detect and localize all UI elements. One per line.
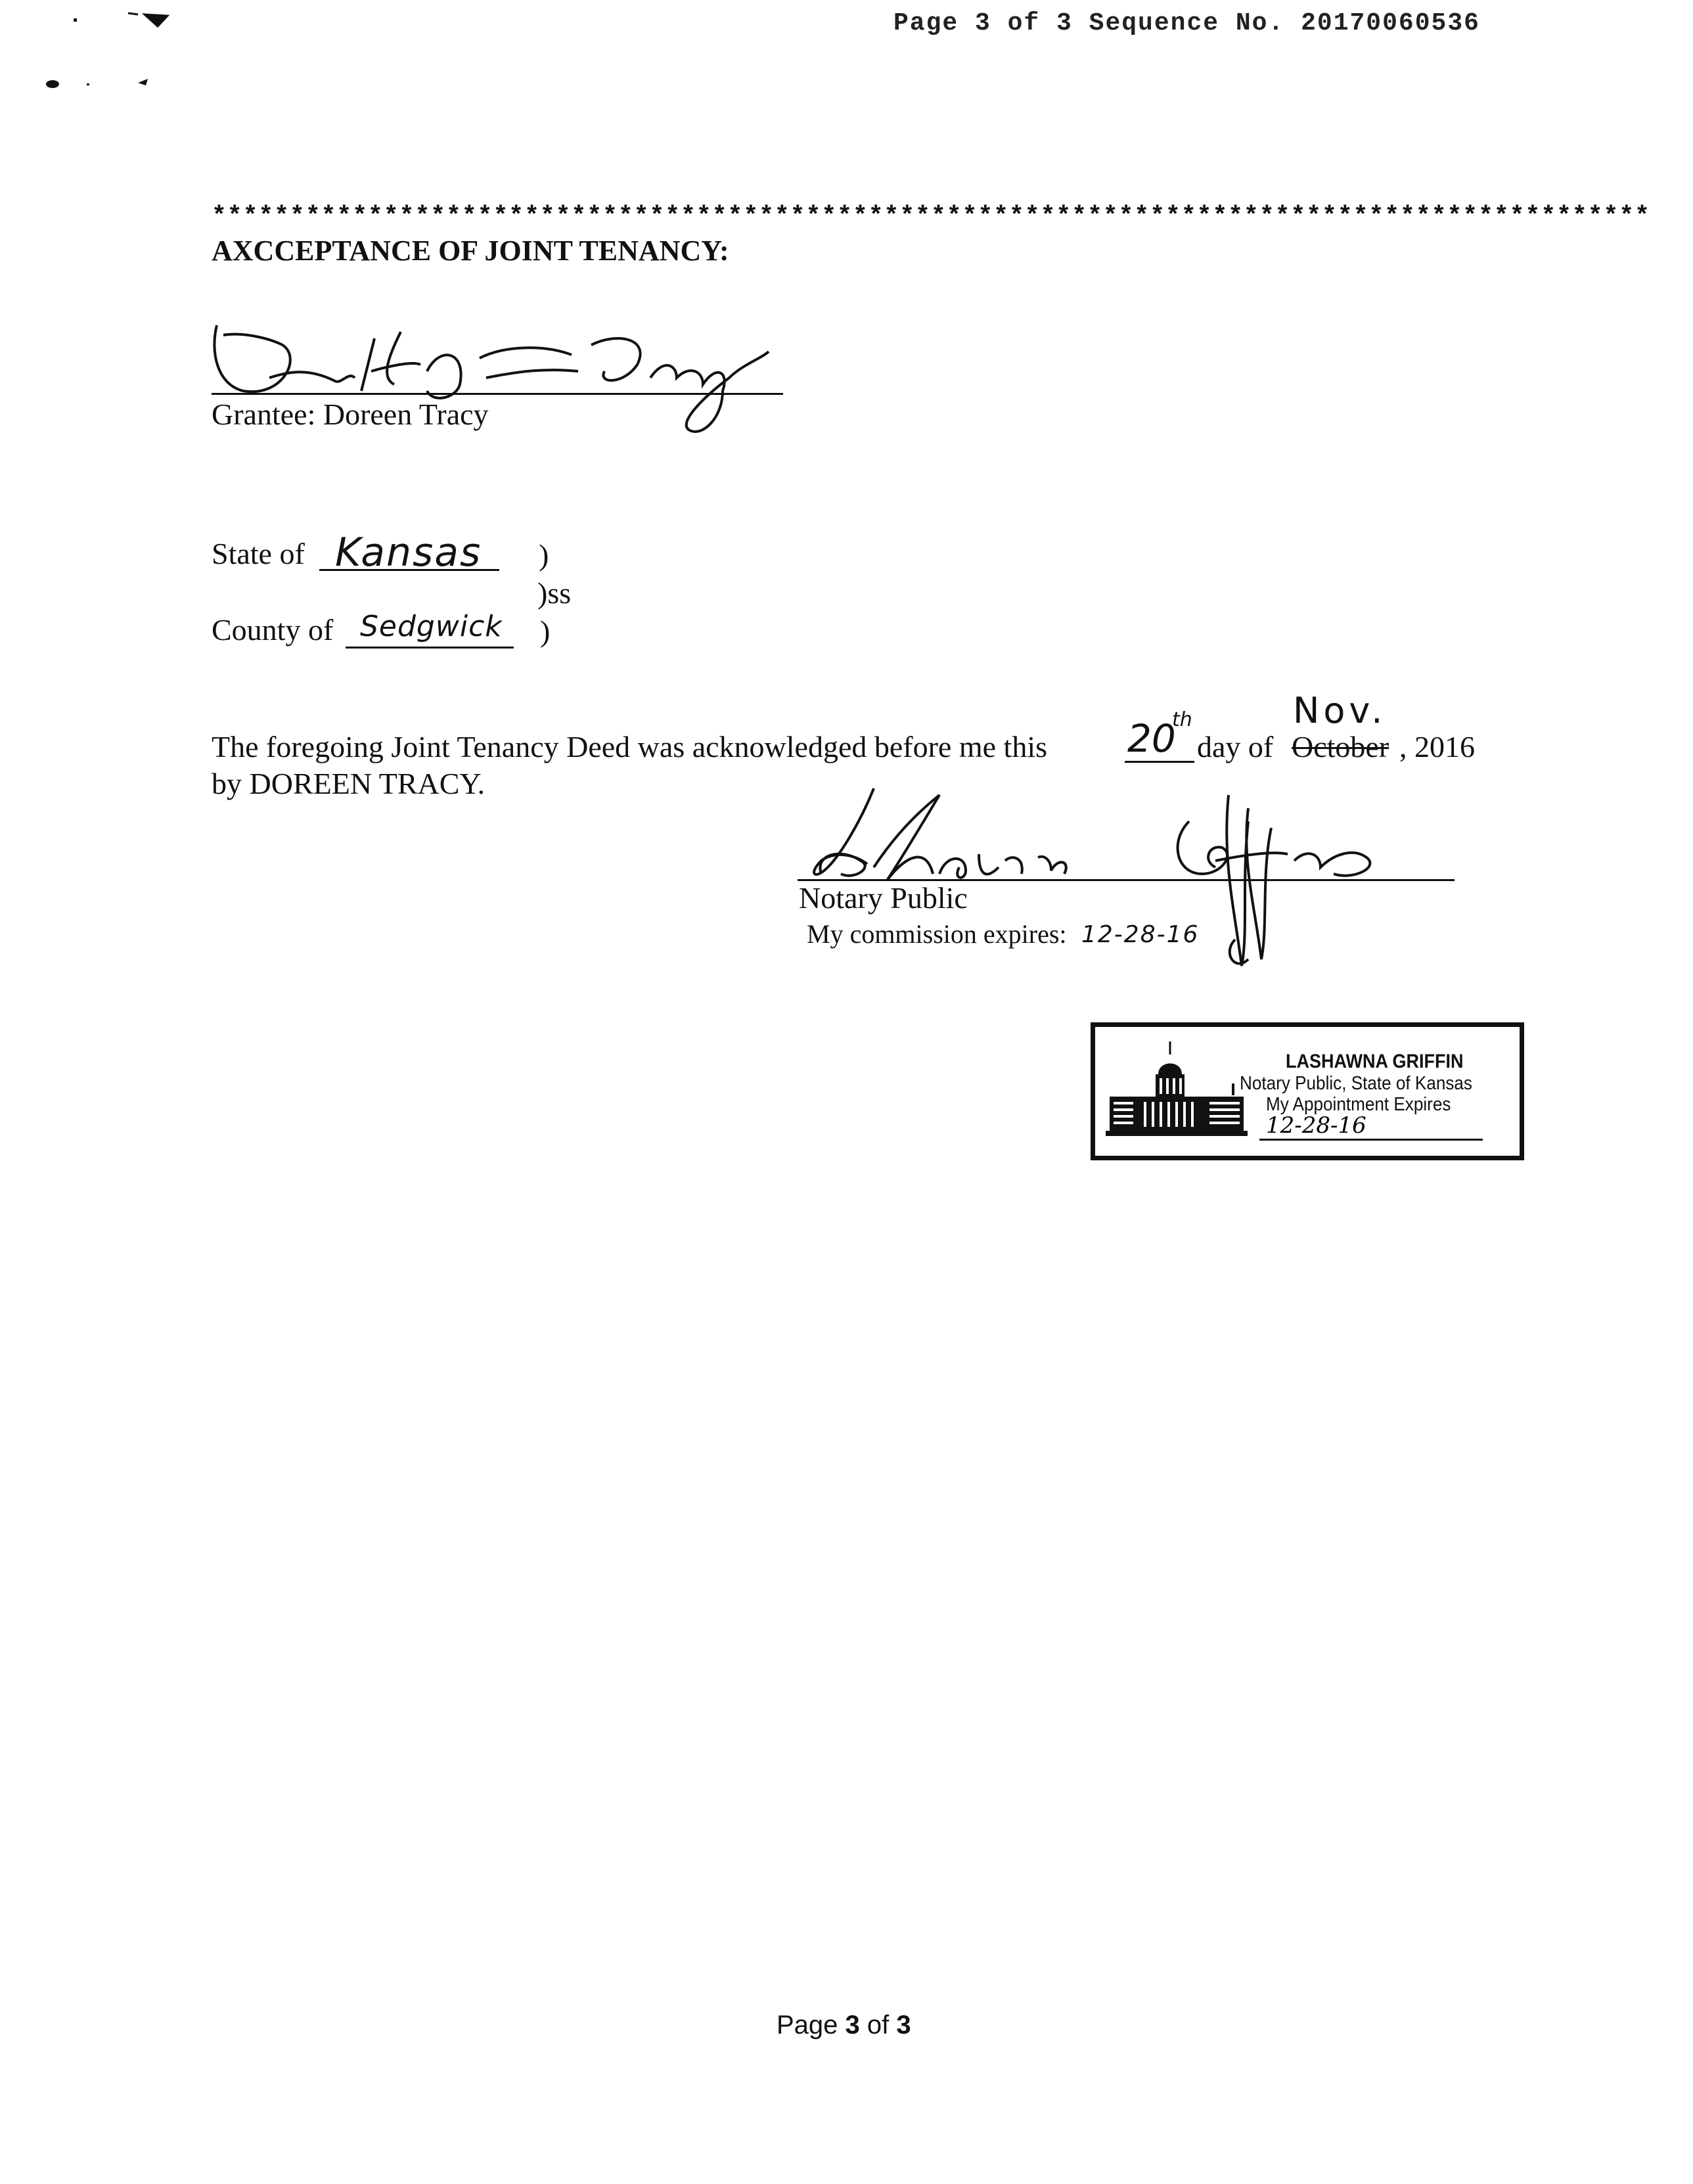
ack-year: , 2016 (1399, 730, 1475, 763)
ack-text-before: The foregoing Joint Tenancy Deed was acknowledged before me this (212, 730, 1048, 763)
page-footer (777, 2011, 911, 2040)
ack-month-inserted: Nov. (1293, 690, 1387, 731)
ack-line2: by DOREEN TRACY. (212, 767, 485, 800)
ack-day-value: 20 (1127, 716, 1176, 761)
footer-total-pages: 3 (896, 2011, 911, 2039)
scan-marks (39, 7, 184, 92)
section-heading: AXCCEPTANCE OF JOINT TENANCY: (212, 235, 729, 267)
stamp-expiration-date: 12-28-16 (1266, 1112, 1366, 1139)
grantee-label: Grantee: Doreen Tracy (212, 398, 489, 431)
county-value: Sedgwick (360, 610, 503, 643)
county-blank (346, 647, 514, 648)
ack-month-struck: October (1292, 730, 1389, 763)
stamp-expires-label: My Appointment Expires (1266, 1094, 1451, 1115)
separator-line: ******************************************************************************************** (212, 202, 1650, 231)
state-value: Kansas (335, 530, 482, 576)
stamp-name: LASHAWNA GRIFFIN (1286, 1051, 1464, 1072)
commission-label: My commission expires: (807, 919, 1067, 949)
footer-prefix: Page (777, 2011, 846, 2039)
notary-stamp (1091, 1022, 1524, 1160)
ss-mark: )ss (537, 576, 572, 610)
page-sequence-header: Page 3 of 3 Sequence No. 20170060536 (893, 9, 1480, 37)
footer-middle: of (859, 2011, 897, 2039)
stamp-commission-line: Notary Public, State of Kansas (1240, 1073, 1472, 1094)
day-blank (1125, 761, 1194, 763)
notary-title: Notary Public (799, 881, 968, 915)
ack-day-suffix: th (1172, 708, 1192, 731)
ack-text-mid: day of (1197, 730, 1274, 763)
state-paren: ) (539, 538, 549, 572)
capitol-building-icon (1104, 1040, 1249, 1152)
footer-current-page: 3 (845, 2011, 860, 2039)
county-paren: ) (540, 614, 551, 648)
state-label: State of (212, 537, 305, 570)
stamp-date-line (1259, 1139, 1483, 1141)
commission-value: 12-28-16 (1081, 921, 1200, 948)
county-label: County of (212, 613, 334, 647)
